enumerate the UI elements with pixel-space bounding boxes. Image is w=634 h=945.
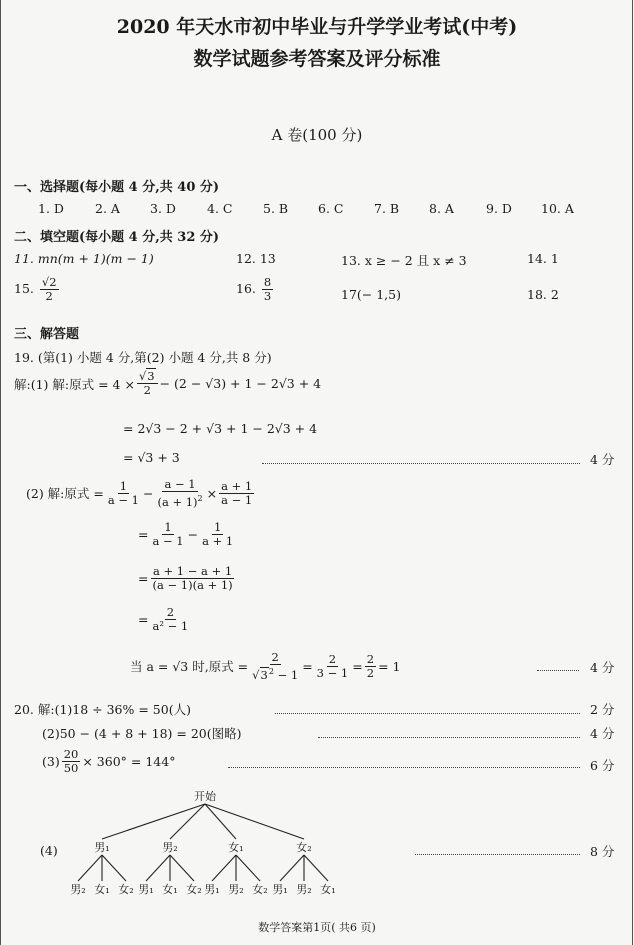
numerator: 2 <box>328 651 337 666</box>
denominator: $√3^2 - 1$ <box>252 667 299 682</box>
tree-branch <box>304 855 328 881</box>
tree-branch <box>170 855 194 881</box>
expression-text: (2) 解:原式 = <box>26 486 104 502</box>
numerator: a + 1 − a + 1 <box>152 564 233 578</box>
fill-answer-17: 17(− 1,5) <box>341 287 401 302</box>
fill-answer-12: 12. 13 <box>236 251 276 266</box>
choice-answer: 1. D <box>38 201 64 216</box>
score-mark: 4 分 <box>590 660 615 675</box>
tree-node-label: 女₁ <box>228 841 244 854</box>
expression-text: × 360° = 144° <box>82 754 176 769</box>
tree-leaf-label: 女₁ <box>94 883 110 896</box>
choice-answer: 7. B <box>374 201 400 216</box>
tree-branch <box>212 855 236 881</box>
choice-heading: 一、选择题(每小题 4 分,共 40 分) <box>14 180 220 195</box>
equals-sign: = <box>352 658 363 674</box>
tree-leaf-label: 女₁ <box>162 883 178 896</box>
numerator: a − 1 <box>164 477 196 491</box>
choice-answer: 10. A <box>541 201 574 216</box>
fill-answer-14: 14. 1 <box>527 251 559 266</box>
numerator: a + 1 <box>221 478 253 493</box>
tree-leaf-label: 女₂ <box>118 883 134 896</box>
score-mark: 2 分 <box>590 702 615 717</box>
numerator: 8 <box>263 275 272 289</box>
numerator: √2 <box>41 275 57 289</box>
choice-answer: 9. D <box>486 201 512 216</box>
numerator: 2 <box>166 605 175 619</box>
document-subtitle: 数学试题参考答案及评分标准 <box>193 48 441 70</box>
numerator: 1 <box>119 478 128 493</box>
denominator: a − 1 <box>152 534 184 548</box>
page-footer: 数学答案第1页( 共6 页) <box>258 921 376 934</box>
tree-branch <box>102 804 205 839</box>
answer-number: 16. <box>236 281 256 296</box>
denominator: (a − 1)(a + 1) <box>152 578 233 592</box>
numerator: 1 <box>213 520 222 534</box>
q19-part1-line2: = 2√3 − 2 + √3 + 1 − 2√3 + 4 <box>123 421 318 436</box>
numerator: 2 <box>366 651 375 666</box>
denominator: a + 1 <box>202 534 234 548</box>
equals-sign: = <box>138 571 149 586</box>
expression-text: 解:(1) 解:原式 = 4 × <box>14 376 135 392</box>
tree-node-label: 男₂ <box>162 841 178 854</box>
exam-title: 2020 年天水市初中毕业与升学学业考试(中考) <box>116 16 518 38</box>
numerator: √3 <box>137 370 158 384</box>
denominator: 50 <box>63 761 79 775</box>
tree-leaf-label: 男₁ <box>138 883 154 896</box>
score-mark: 6 分 <box>590 758 615 773</box>
expression-text: 当 a = √3 时,原式 = <box>130 659 249 675</box>
minus-sign: − <box>142 485 154 501</box>
tree-node-label: 女₂ <box>296 841 312 854</box>
denominator: 2 <box>366 665 375 680</box>
denominator: $(a + 1)^2$ <box>157 494 203 509</box>
tree-leaf-label: 男₂ <box>70 883 86 896</box>
tree-root-label: 开始 <box>194 790 216 803</box>
tree-leaf-label: 男₂ <box>228 883 244 896</box>
tree-node-label: 男₁ <box>94 841 110 854</box>
q19-heading: 19. (第(1) 小题 4 分,第(2) 小题 4 分,共 8 分) <box>14 350 272 365</box>
q20-part1: 20. 解:(1)18 ÷ 36% = 50(人) <box>14 702 191 717</box>
tree-leaf-label: 男₂ <box>296 883 312 896</box>
fill-in-heading: 二、填空题(每小题 4 分,共 32 分) <box>14 230 220 245</box>
fill-answer-11: 11. mn(m + 1)(m − 1) <box>14 251 154 266</box>
choice-answer: 5. B <box>263 201 289 216</box>
tree-branch <box>236 855 260 881</box>
equals-sign: = <box>302 658 313 674</box>
q20-part2: (2)50 − (4 + 8 + 18) = 20(图略) <box>42 726 242 741</box>
solution-heading: 三、解答题 <box>14 327 80 342</box>
expression-text: (3) <box>42 754 60 769</box>
denominator: a − 1 <box>107 492 139 507</box>
numerator: 1 <box>164 520 172 534</box>
minus-sign: − <box>187 527 199 542</box>
tree-branch <box>78 855 102 881</box>
score-mark: 8 分 <box>590 844 615 859</box>
tree-leaf-label: 女₁ <box>320 883 336 896</box>
fill-answer-13: 13. x ≥ − 2 且 x ≠ 3 <box>341 253 467 268</box>
denominator: 2 <box>143 383 151 397</box>
times-sign: × <box>206 485 218 501</box>
denominator: a² − 1 <box>152 619 189 633</box>
expression-text: = 1 <box>378 658 401 674</box>
denominator: 3 <box>263 289 272 303</box>
choice-answer: 3. D <box>150 201 176 216</box>
expression-text: − (2 − √3) + 1 − 2√3 + 4 <box>159 376 322 391</box>
q19-part1-line3: = √3 + 3 <box>123 450 180 465</box>
denominator: 3 − 1 <box>316 665 349 680</box>
tree-branch <box>170 804 205 839</box>
numerator: 20 <box>63 747 79 761</box>
denominator: a − 1 <box>221 492 253 507</box>
equals-sign: = <box>138 527 149 542</box>
choice-answer: 2. A <box>95 201 120 216</box>
score-mark: 4 分 <box>590 726 615 741</box>
tree-leaf-label: 女₂ <box>252 883 268 896</box>
tree-leaf-label: 女₂ <box>186 883 202 896</box>
choice-answer: 6. C <box>318 201 344 216</box>
tree-branch <box>146 855 170 881</box>
choice-answer: 4. C <box>207 201 233 216</box>
denominator: 2 <box>45 289 53 303</box>
tree-leaf-label: 男₁ <box>272 883 288 896</box>
choice-answer: 8. A <box>429 201 454 216</box>
score-mark: 4 分 <box>590 452 615 467</box>
answer-number: 15. <box>14 281 34 296</box>
fill-answer-18: 18. 2 <box>527 287 559 302</box>
tree-leaf-label: 男₁ <box>204 883 220 896</box>
section-a-title: A 卷(100 分) <box>271 126 363 144</box>
tree-branch <box>280 855 304 881</box>
equals-sign: = <box>138 612 149 627</box>
q20-part4-label: (4) <box>40 843 58 858</box>
numerator: 2 <box>271 650 279 664</box>
tree-branch <box>102 855 126 881</box>
